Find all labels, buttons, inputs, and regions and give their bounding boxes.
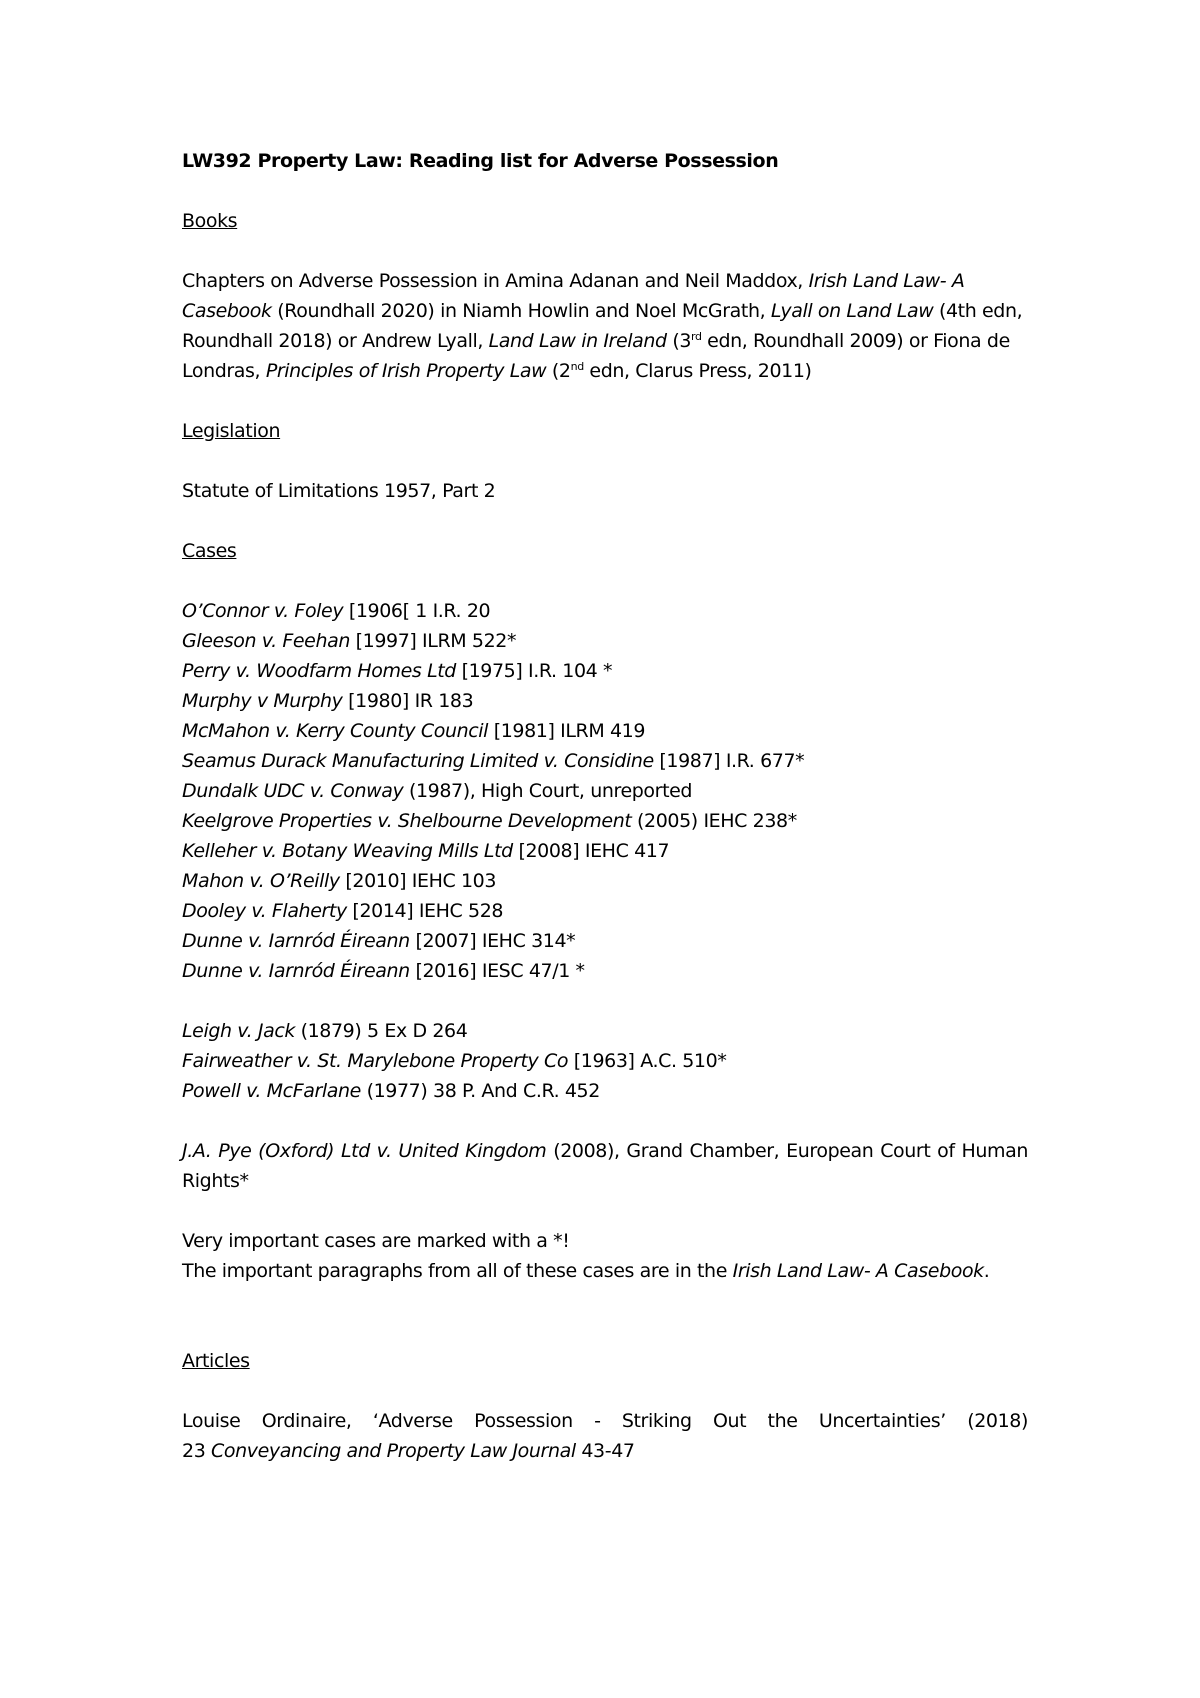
- books-text-7: edn, Clarus Press, 2011): [583, 360, 812, 382]
- article-line-1: Louise Ordinaire, ‘Adverse Possession - Striking Out the Uncertainties’ (2018): [182, 1410, 1028, 1432]
- case-citation: [1975] I.R. 104 *: [461, 660, 613, 682]
- casebook-note-title: Irish Land Law- A Casebook: [732, 1260, 984, 1282]
- casebook-note-end: .: [983, 1260, 990, 1282]
- case-citation: [2014] IEHC 528: [346, 900, 504, 922]
- case-item: [182, 866, 1028, 896]
- case-name: Gleeson v. Feehan: [182, 630, 350, 652]
- books-heading: Books: [182, 210, 238, 232]
- case-item: [182, 746, 1028, 776]
- books-text-1: Chapters on Adverse Possession in Amina Adanan and Neil Maddox,: [182, 270, 809, 292]
- case-name: Kelleher v. Botany Weaving Mills Ltd: [182, 840, 513, 862]
- books-text-4: (3: [666, 330, 692, 352]
- case-item: [182, 626, 1028, 656]
- case-citation: [1906[ 1 I.R. 20: [343, 600, 491, 622]
- case-citation: [1987] I.R. 677*: [653, 750, 805, 772]
- casebook-note: [182, 1256, 1028, 1286]
- article-line-2: [182, 1436, 1028, 1466]
- case-item-pye: [182, 1136, 1028, 1196]
- case-item: [182, 1076, 1028, 1106]
- case-citation: [2007] IEHC 314*: [409, 930, 576, 952]
- case-name: O’Connor v. Foley: [182, 600, 344, 622]
- case-citation: (1987), High Court, unreported: [403, 780, 693, 802]
- case-item: [182, 776, 1028, 806]
- article-pages: 43-47: [575, 1440, 635, 1462]
- books-text-5: edn, Roundhall 2009) or Fiona de Londras,: [182, 330, 1010, 382]
- articles-heading: Articles: [182, 1350, 250, 1372]
- case-name: Fairweather v. St. Marylebone Property Co: [182, 1050, 569, 1072]
- book-title-casebook: Irish Land Law- A Casebook: [182, 270, 965, 322]
- case-citation: [1963] A.C. 510*: [568, 1050, 727, 1072]
- case-item: [182, 836, 1028, 866]
- case-name: Dooley v. Flaherty: [182, 900, 347, 922]
- case-name: McMahon v. Kerry County Council: [182, 720, 489, 742]
- case-item: [182, 806, 1028, 836]
- books-paragraph: [182, 266, 1028, 386]
- case-citation: (2005) IEHC 238*: [631, 810, 797, 832]
- books-text-2: (Roundhall 2020) in Niamh Howlin and Noel McGrath,: [271, 300, 771, 322]
- case-item: [182, 716, 1028, 746]
- article-journal: Conveyancing and Property Law Journal: [211, 1440, 576, 1462]
- case-name: Keelgrove Properties v. Shelbourne Development: [182, 810, 632, 832]
- case-name: Dunne v. Iarnród Éireann: [182, 930, 410, 952]
- case-item: [182, 686, 1028, 716]
- book-title-principles: Principles of Irish Property Law: [265, 360, 547, 382]
- book-title-lyall: Lyall on Land Law: [770, 300, 934, 322]
- case-name: Perry v. Woodfarm Homes Ltd: [182, 660, 462, 682]
- case-item: [182, 926, 1028, 956]
- book-title-land-law-ireland: Land Law in Ireland: [488, 330, 667, 352]
- case-item: [182, 956, 1028, 986]
- books-text-6: (2: [546, 360, 571, 382]
- case-citation: [1981] ILRM 419: [488, 720, 646, 742]
- case-item: [182, 1046, 1028, 1076]
- case-name: Dunne v. Iarnród Éireann: [182, 960, 410, 982]
- article-volume: 23: [182, 1440, 212, 1462]
- legislation-heading: Legislation: [182, 420, 281, 442]
- superscript-nd: nd: [570, 360, 584, 373]
- case-citation: (1977) 38 P. And C.R. 452: [360, 1080, 600, 1102]
- case-name: Leigh v. Jack: [182, 1020, 295, 1042]
- superscript-rd: rd: [691, 330, 702, 343]
- case-citation: [2016] IESC 47/1 *: [409, 960, 585, 982]
- case-citation: [1980] IR 183: [342, 690, 474, 712]
- case-name: Seamus Durack Manufacturing Limited v. Considine: [182, 750, 654, 772]
- case-citation: [2008] IEHC 417: [512, 840, 670, 862]
- case-citation: [1997] ILRM 522*: [350, 630, 517, 652]
- case-citation: (2008), Grand Chamber, European Court of Human Rights*: [182, 1140, 1028, 1192]
- books-text-3: (4th edn, Roundhall 2018) or Andrew Lyall,: [182, 300, 1023, 352]
- document-title: LW392 Property Law: Reading list for Adverse Possession: [182, 150, 779, 172]
- important-note: Very important cases are marked with a *!: [182, 1230, 570, 1252]
- cases-heading: Cases: [182, 540, 237, 562]
- case-item: [182, 1016, 1028, 1046]
- case-name: Mahon v. O’Reilly: [182, 870, 340, 892]
- case-item: [182, 896, 1028, 926]
- case-item: [182, 596, 1028, 626]
- case-name: Dundalk UDC v. Conway: [182, 780, 404, 802]
- case-name: Powell v. McFarlane: [182, 1080, 361, 1102]
- legislation-text: Statute of Limitations 1957, Part 2: [182, 480, 496, 502]
- casebook-note-text: The important paragraphs from all of these cases are in the: [182, 1260, 733, 1282]
- case-citation: [2010] IEHC 103: [339, 870, 497, 892]
- document-body: [182, 146, 1028, 1466]
- case-name: Murphy v Murphy: [182, 690, 343, 712]
- cases-list-english: [182, 1016, 1028, 1106]
- case-citation: (1879) 5 Ex D 264: [294, 1020, 468, 1042]
- case-item: [182, 656, 1028, 686]
- case-name: J.A. Pye (Oxford) Ltd v. United Kingdom: [182, 1140, 547, 1162]
- cases-list-irish: [182, 596, 1028, 986]
